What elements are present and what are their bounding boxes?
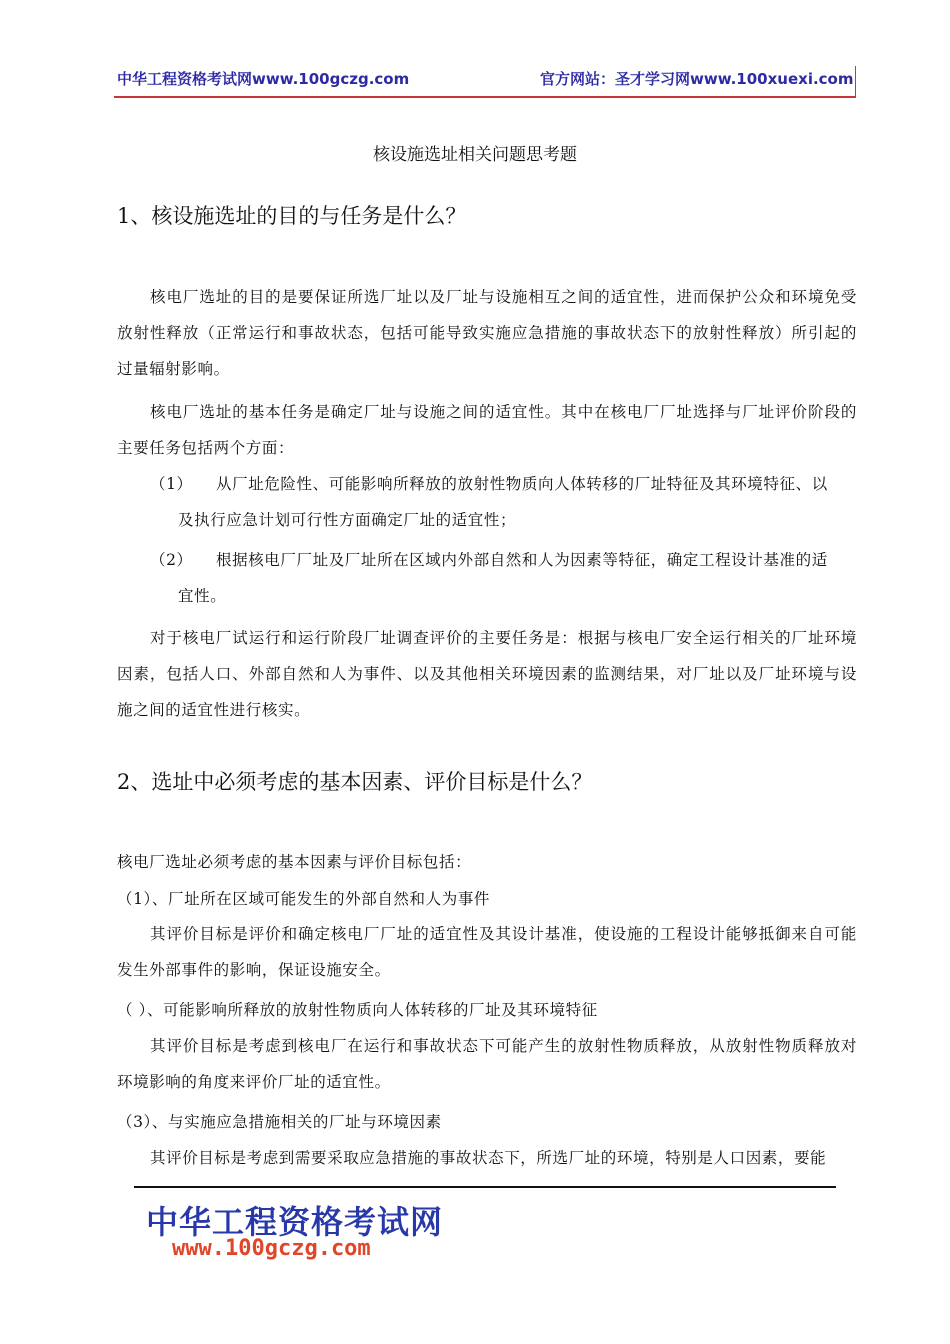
list-item-2-line-1: 根据核电厂厂址及厂址所在区域内外部自然和人为因素等特征，确定工程设计基准的适	[216, 551, 828, 569]
list-item-2	[150, 542, 856, 614]
factor-1-text: 其评价目标是评价和确定核电厂厂址的适宜性及其设计基准，使设施的工程设计能够抵御来自可能发生外部事件的影响，保证设施安全。	[117, 925, 857, 979]
header-right-site[interactable]: 官方网站：圣才学习网www.100xuexi.com	[540, 70, 854, 88]
section-1-paragraph-1: 核电厂选址的目的是要保证所选厂址以及厂址与设施相互之间的适宜性，进而保护公众和环境免受放射性释放（正常运行和事故状态，包括可能导致实施应急措施的事故状态下的放射性释放）所引起的过量辐射影响。	[117, 288, 857, 378]
list-item-1	[150, 466, 856, 538]
list-item-1-line-2: 及执行应急计划可行性方面确定厂址的适宜性；	[178, 511, 517, 529]
list-item-2-number: （2）	[150, 551, 193, 569]
list-item-1-line-1: 从厂址危险性、可能影响所释放的放射性物质向人体转移的厂址特征及其环境特征、以	[216, 475, 828, 493]
section-1-heading: 1、核设施选址的目的与任务是什么？	[117, 204, 467, 228]
factor-2-text: 其评价目标是考虑到核电厂在运行和事故状态下可能产生的放射性物质释放，从放射性物质释放对环境影响的角度来评价厂址的适宜性。	[117, 1037, 857, 1091]
footer-rule	[134, 1186, 836, 1188]
factor-1-title: （1）、厂址所在区域可能发生的外部自然和人为事件	[117, 890, 491, 908]
header-left-site[interactable]: 中华工程资格考试网www.100gczg.com	[117, 70, 410, 88]
document-title: 核设施选址相关问题思考题	[373, 145, 577, 165]
header-rule	[114, 96, 856, 98]
section-1-paragraph-2: 核电厂选址的基本任务是确定厂址与设施之间的适宜性。其中在核电厂厂址选择与厂址评价阶段的主要任务包括两个方面：	[117, 403, 857, 457]
header-rule-tick	[855, 66, 856, 96]
factor-3-title: （3）、与实施应急措施相关的厂址与环境因素	[117, 1113, 442, 1131]
section-2-intro: 核电厂选址必须考虑的基本因素与评价目标包括：	[117, 853, 472, 871]
factor-2-title: （ ）、可能影响所释放的放射性物质向人体转移的厂址及其环境特征	[117, 1001, 598, 1019]
footer-site-name: 中华工程资格考试网	[146, 1203, 444, 1241]
list-item-1-number: （1）	[150, 475, 193, 493]
factor-3-text: 其评价目标是考虑到需要采取应急措施的事故状态下，所选厂址的环境，特别是人口因素，要能	[150, 1149, 827, 1167]
footer-site-url[interactable]: www.100gczg.com	[172, 1236, 371, 1261]
section-2-heading: 2、选址中必须考虑的基本因素、评价目标是什么？	[117, 770, 593, 794]
section-1-paragraph-3: 对于核电厂试运行和运行阶段厂址调查评价的主要任务是：根据与核电厂安全运行相关的厂址环境因素，包括人口、外部自然和人为事件、以及其他相关环境因素的监测结果，对厂址以及厂址环境与设施之间的适宜性进行核实。	[117, 629, 857, 719]
list-item-2-line-2: 宜性。	[178, 587, 227, 605]
